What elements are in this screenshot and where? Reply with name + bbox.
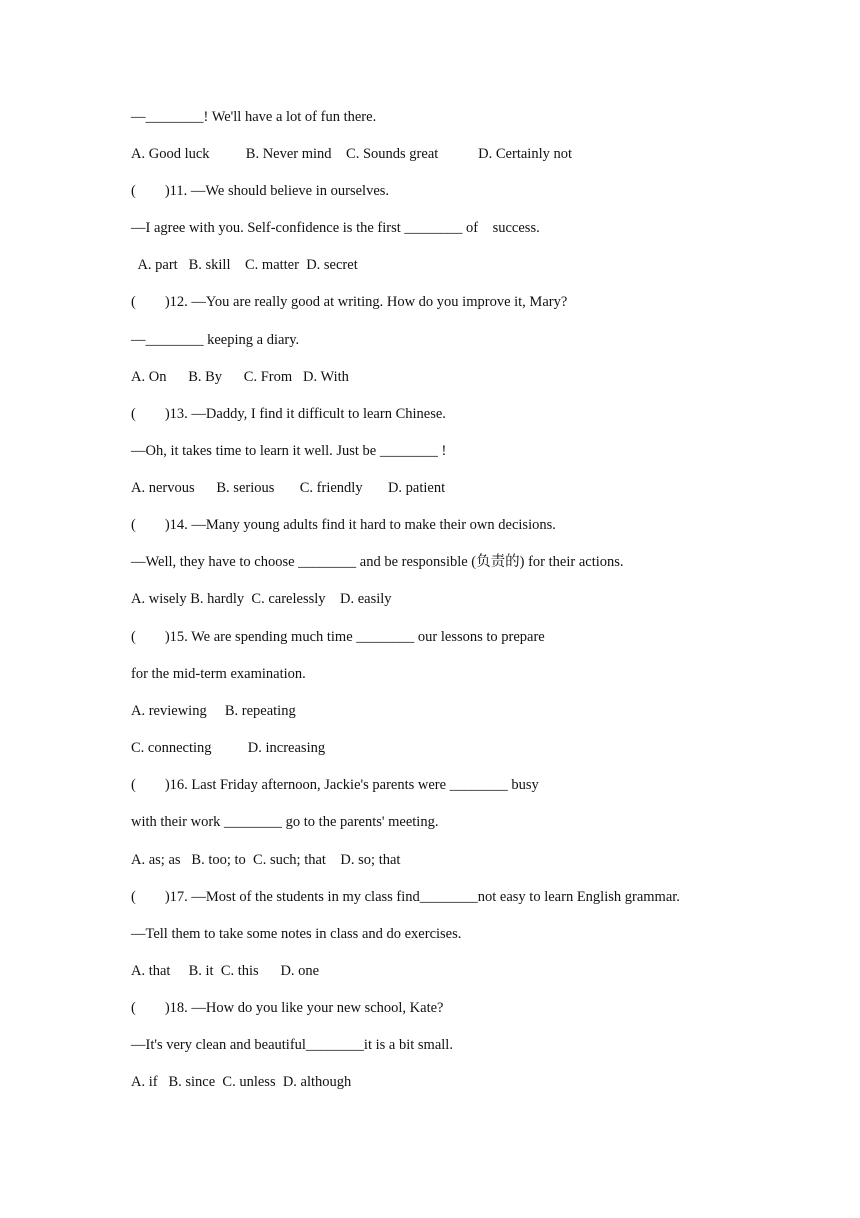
dialogue-line-11b: —I agree with you. Self-confidence is the first ________ of success. xyxy=(131,220,540,236)
dialogue-line-17b: —Tell them to take some notes in class and do exercises. xyxy=(131,926,462,942)
options-13: A. nervous B. serious C. friendly D. patient xyxy=(131,480,446,496)
question-18: ( )18. —How do you like your new school, Kate? xyxy=(131,1000,444,1016)
question-14: ( )14. —Many young adults find it hard to make their own decisions. xyxy=(131,517,556,533)
options-15a: A. reviewing B. repeating xyxy=(131,703,296,719)
question-15-cont: for the mid-term examination. xyxy=(131,666,306,682)
options-10: A. Good luck B. Never mind C. Sounds great D. Certainly not xyxy=(131,146,572,162)
dialogue-line-18b: —It's very clean and beautiful________it is a bit small. xyxy=(131,1037,453,1053)
dialogue-line-14b: —Well, they have to choose ________ and be responsible (负责的) for their actions. xyxy=(131,554,624,570)
question-16-cont: with their work ________ go to the parents' meeting. xyxy=(131,814,439,830)
dialogue-line-10b: —________! We'll have a lot of fun there. xyxy=(131,109,377,125)
options-11: A. part B. skill C. matter D. secret xyxy=(131,257,358,273)
options-18: A. if B. since C. unless D. although xyxy=(131,1074,352,1090)
dialogue-line-13b: —Oh, it takes time to learn it well. Just be ________ ! xyxy=(131,443,447,459)
question-11: ( )11. —We should believe in ourselves. xyxy=(131,183,390,199)
question-17: ( )17. —Most of the students in my class find________not easy to learn English grammar. xyxy=(131,889,680,905)
options-14: A. wisely B. hardly C. carelessly D. easily xyxy=(131,591,392,607)
question-12: ( )12. —You are really good at writing. How do you improve it, Mary? xyxy=(131,294,568,310)
dialogue-line-12b: —________ keeping a diary. xyxy=(131,332,300,348)
question-16: ( )16. Last Friday afternoon, Jackie's parents were ________ busy xyxy=(131,777,539,793)
question-13: ( )13. —Daddy, I find it difficult to learn Chinese. xyxy=(131,406,446,422)
question-15: ( )15. We are spending much time ________ our lessons to prepare xyxy=(131,629,545,645)
options-12: A. On B. By C. From D. With xyxy=(131,369,349,385)
options-15b: C. connecting D. increasing xyxy=(131,740,326,756)
options-16: A. as; as B. too; to C. such; that D. so; that xyxy=(131,852,401,868)
options-17: A. that B. it C. this D. one xyxy=(131,963,320,979)
